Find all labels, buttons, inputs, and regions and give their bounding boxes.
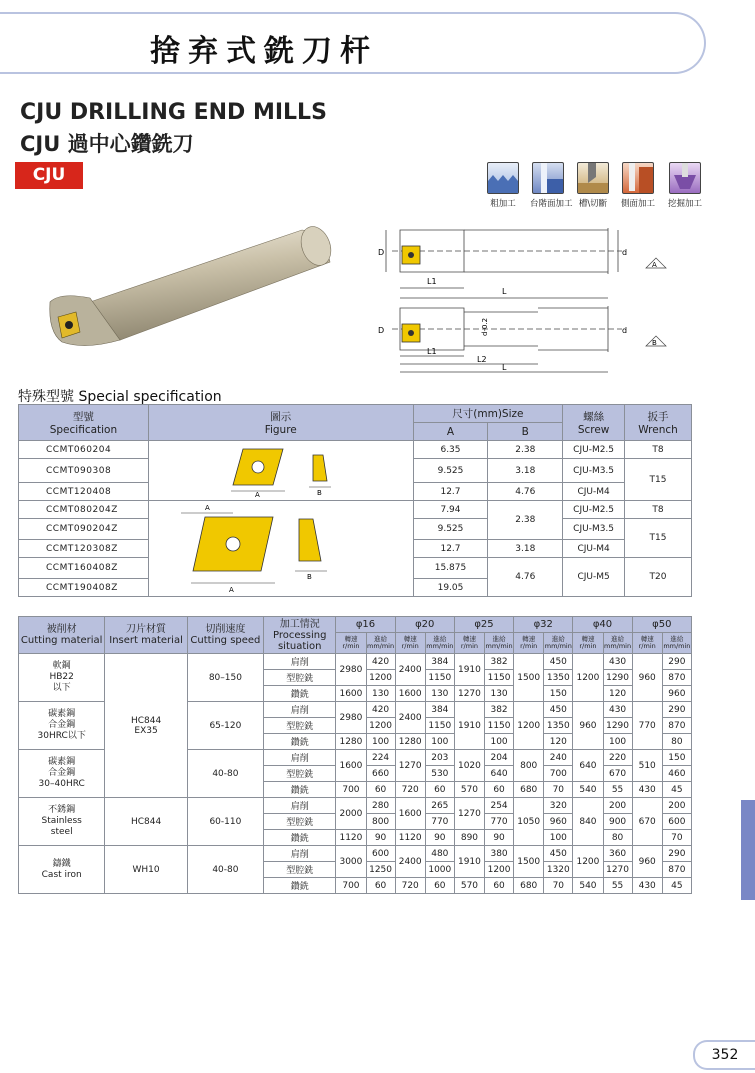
drawing-type-a bbox=[372, 222, 672, 304]
feed-cell: 150 bbox=[544, 686, 573, 702]
feed-cell: 290 bbox=[662, 702, 691, 718]
col-d25: φ25 bbox=[454, 617, 513, 633]
rpm-cell: 1200 bbox=[573, 654, 603, 702]
feed-cell: 1200 bbox=[366, 718, 395, 734]
rpm-cell: 1600 bbox=[336, 750, 366, 782]
feed-cell: 460 bbox=[662, 766, 691, 782]
rpm-cell: 770 bbox=[632, 702, 662, 750]
feed-cell: 430 bbox=[603, 702, 632, 718]
feed-cell: 600 bbox=[366, 846, 395, 862]
table-row bbox=[19, 846, 692, 862]
process-cell: 型腔銑 bbox=[264, 670, 336, 686]
col-spec: 型號 Specification bbox=[19, 405, 149, 441]
col-insert: 刀片材質 Insert material bbox=[105, 617, 187, 654]
feed-cell: 1150 bbox=[485, 670, 514, 686]
rpm-cell: 720 bbox=[395, 782, 425, 798]
feed-cell: 90 bbox=[366, 830, 395, 846]
rpm-cell: 1600 bbox=[395, 798, 425, 830]
feed-cell: 1270 bbox=[603, 862, 632, 878]
feed-cell: 1150 bbox=[425, 670, 454, 686]
feed-cell: 670 bbox=[603, 766, 632, 782]
svg-text:B: B bbox=[306, 573, 312, 581]
col-feed: 進給 mm/min bbox=[662, 633, 691, 654]
feed-cell: 80 bbox=[662, 734, 691, 750]
dim-d-b: d bbox=[622, 326, 628, 335]
svg-text:A: A bbox=[204, 504, 210, 512]
feed-cell: 450 bbox=[544, 702, 573, 718]
series-badge: CJU bbox=[15, 162, 83, 189]
rpm-cell: 700 bbox=[336, 782, 366, 798]
col-rpm: 轉速 r/min bbox=[514, 633, 544, 654]
rpm-cell: 1050 bbox=[514, 798, 544, 846]
col-a: A bbox=[413, 423, 488, 441]
process-cell: 鑽銑 bbox=[264, 878, 336, 894]
svg-text:B: B bbox=[316, 489, 322, 497]
step-face-icon bbox=[532, 162, 564, 194]
table-row: CCMT080204Z A B A 7.94 2.38 CJU-M2.5 T8 bbox=[19, 501, 692, 519]
insert-figure-2 bbox=[148, 501, 413, 597]
rpm-cell: 510 bbox=[632, 750, 662, 782]
feed-cell: 60 bbox=[425, 782, 454, 798]
process-cell: 鑽銑 bbox=[264, 830, 336, 846]
feed-cell: 100 bbox=[603, 734, 632, 750]
feed-cell: 640 bbox=[485, 766, 514, 782]
dim-L-b: L bbox=[502, 363, 507, 372]
feed-cell: 90 bbox=[425, 830, 454, 846]
insert-figure-1 bbox=[148, 441, 413, 501]
heading-zh: CJU 過中心鑽銑刀 bbox=[20, 132, 194, 156]
feed-cell: 1200 bbox=[366, 670, 395, 686]
table-row: CCMT120408 12.7 4.76 CJU-M4 bbox=[19, 483, 692, 501]
drawing-type-b bbox=[372, 300, 672, 378]
feed-cell: 660 bbox=[366, 766, 395, 782]
col-size: 尺寸(mm)Size bbox=[413, 405, 563, 423]
rpm-cell: 1280 bbox=[395, 734, 425, 750]
col-feed: 進給 mm/min bbox=[366, 633, 395, 654]
process-cell: 肩削 bbox=[264, 750, 336, 766]
feed-cell: 290 bbox=[662, 654, 691, 670]
feed-cell: 1000 bbox=[425, 862, 454, 878]
feed-cell: 870 bbox=[662, 670, 691, 686]
table-row: CCMT090204Z 9.525 CJU-M3.5 T15 bbox=[19, 519, 692, 540]
feed-cell: 430 bbox=[603, 654, 632, 670]
feed-cell: 420 bbox=[366, 702, 395, 718]
op-step: 台階面加工 bbox=[530, 162, 566, 209]
rpm-cell: 540 bbox=[573, 782, 603, 798]
process-cell: 鑽銑 bbox=[264, 734, 336, 750]
feed-cell: 55 bbox=[603, 878, 632, 894]
rpm-cell: 1500 bbox=[514, 846, 544, 878]
page-title: 捨弃式銑刀杆 bbox=[150, 34, 378, 69]
feed-cell: 1350 bbox=[544, 670, 573, 686]
rpm-cell: 720 bbox=[395, 878, 425, 894]
feed-cell: 200 bbox=[662, 798, 691, 814]
rpm-cell: 800 bbox=[514, 750, 544, 782]
rpm-cell: 1200 bbox=[573, 846, 603, 878]
feed-cell: 55 bbox=[603, 782, 632, 798]
insert-cell: HC844 EX35 bbox=[105, 654, 187, 798]
feed-cell: 150 bbox=[662, 750, 691, 766]
rpm-cell: 2980 bbox=[336, 702, 366, 734]
table-row bbox=[19, 654, 692, 670]
rpm-cell: 1910 bbox=[454, 702, 484, 750]
feed-cell: 870 bbox=[662, 862, 691, 878]
col-speed: 切削速度 Cutting speed bbox=[187, 617, 263, 654]
col-d50: φ50 bbox=[632, 617, 691, 633]
rpm-cell: 1910 bbox=[454, 654, 484, 686]
material-cell: 不銹鋼 Stainless steel bbox=[19, 798, 105, 846]
op-pocket: 挖掘加工 bbox=[667, 162, 703, 209]
type-label-b: B bbox=[652, 339, 657, 347]
feed-cell: 254 bbox=[485, 798, 514, 814]
feed-cell: 60 bbox=[366, 782, 395, 798]
rpm-cell: 1500 bbox=[514, 654, 544, 702]
feed-cell: 450 bbox=[544, 654, 573, 670]
feed-cell: 700 bbox=[544, 766, 573, 782]
feed-cell: 265 bbox=[425, 798, 454, 814]
feed-cell: 770 bbox=[425, 814, 454, 830]
feed-cell: 45 bbox=[662, 782, 691, 798]
feed-cell: 130 bbox=[425, 686, 454, 702]
feed-cell: 280 bbox=[366, 798, 395, 814]
rpm-cell: 2980 bbox=[336, 654, 366, 686]
col-d20: φ20 bbox=[395, 617, 454, 633]
side-milling-icon bbox=[622, 162, 654, 194]
material-cell: 碳素鋼 合金鋼 30–40HRC bbox=[19, 750, 105, 798]
cutting-conditions-table bbox=[18, 616, 692, 894]
feed-cell: 1250 bbox=[366, 862, 395, 878]
feed-cell: 530 bbox=[425, 766, 454, 782]
feed-cell: 70 bbox=[662, 830, 691, 846]
table-row bbox=[19, 798, 692, 814]
rpm-cell: 960 bbox=[632, 654, 662, 702]
feed-cell: 382 bbox=[485, 702, 514, 718]
feed-cell: 100 bbox=[425, 734, 454, 750]
feed-cell: 900 bbox=[603, 814, 632, 830]
dim-D: D bbox=[378, 248, 385, 257]
col-material: 被削材 Cutting material bbox=[19, 617, 105, 654]
dim-d-minus: d-0.2 bbox=[481, 317, 489, 336]
col-rpm: 轉速 r/min bbox=[454, 633, 484, 654]
feed-cell: 80 bbox=[603, 830, 632, 846]
col-rpm: 轉速 r/min bbox=[632, 633, 662, 654]
feed-cell: 120 bbox=[544, 734, 573, 750]
feed-cell: 60 bbox=[485, 782, 514, 798]
rpm-cell: 1600 bbox=[395, 686, 425, 702]
feed-cell: 1350 bbox=[544, 718, 573, 734]
feed-cell: 130 bbox=[485, 686, 514, 702]
feed-cell: 203 bbox=[425, 750, 454, 766]
feed-cell: 770 bbox=[485, 814, 514, 830]
rpm-cell: 960 bbox=[573, 702, 603, 750]
speed-cell: 40-80 bbox=[187, 750, 263, 798]
heading-en: CJU DRILLING END MILLS bbox=[20, 100, 327, 125]
rpm-cell: 430 bbox=[632, 782, 662, 798]
table-row: CCMT060204 A B 6.35 2.38 CJU-M2.5 T8 bbox=[19, 441, 692, 459]
process-cell: 肩削 bbox=[264, 654, 336, 670]
feed-cell: 130 bbox=[366, 686, 395, 702]
speed-cell: 60-110 bbox=[187, 798, 263, 846]
feed-cell: 420 bbox=[366, 654, 395, 670]
table-row: CCMT090308 9.525 3.18 CJU-M3.5 T15 bbox=[19, 459, 692, 483]
dim-L1: L1 bbox=[427, 277, 437, 286]
col-screw: 螺絲 Screw bbox=[563, 405, 625, 441]
rpm-cell: 1120 bbox=[336, 830, 366, 846]
rpm-cell: 2400 bbox=[395, 702, 425, 734]
dim-L: L bbox=[502, 287, 507, 296]
material-cell: 軟鋼 HB22 以下 bbox=[19, 654, 105, 702]
op-rough: 粗加工 bbox=[485, 162, 521, 209]
pocketing-icon bbox=[669, 162, 701, 194]
rpm-cell: 640 bbox=[573, 750, 603, 782]
feed-cell: 1290 bbox=[603, 718, 632, 734]
op-groove: 槽\切斷 bbox=[575, 162, 611, 209]
rpm-cell: 1270 bbox=[395, 750, 425, 782]
rpm-cell: 680 bbox=[514, 878, 544, 894]
col-rpm: 轉速 r/min bbox=[573, 633, 603, 654]
feed-cell: 450 bbox=[544, 846, 573, 862]
feed-cell: 60 bbox=[366, 878, 395, 894]
tool-photo bbox=[40, 222, 340, 372]
dim-L2: L2 bbox=[477, 355, 487, 364]
special-spec-title: 特殊型號 Special specification bbox=[18, 389, 222, 405]
insert-cell: HC844 bbox=[105, 798, 187, 846]
rough-machining-icon bbox=[487, 162, 519, 194]
feed-cell: 384 bbox=[425, 702, 454, 718]
feed-cell: 600 bbox=[662, 814, 691, 830]
feed-cell: 90 bbox=[485, 830, 514, 846]
feed-cell: 1200 bbox=[485, 862, 514, 878]
rpm-cell: 680 bbox=[514, 782, 544, 798]
rpm-cell: 570 bbox=[454, 782, 484, 798]
op-side: 側面加工 bbox=[620, 162, 656, 209]
feed-cell: 240 bbox=[544, 750, 573, 766]
process-cell: 鑽銑 bbox=[264, 686, 336, 702]
speed-cell: 65-120 bbox=[187, 702, 263, 750]
feed-cell: 204 bbox=[485, 750, 514, 766]
feed-cell: 360 bbox=[603, 846, 632, 862]
svg-text:A: A bbox=[254, 491, 260, 497]
col-feed: 進給 mm/min bbox=[603, 633, 632, 654]
special-spec-table bbox=[18, 404, 692, 597]
rpm-cell: 1270 bbox=[454, 798, 484, 830]
rpm-cell: 1020 bbox=[454, 750, 484, 782]
process-cell: 肩削 bbox=[264, 798, 336, 814]
rpm-cell: 2000 bbox=[336, 798, 366, 830]
grooving-icon bbox=[577, 162, 609, 194]
feed-cell: 382 bbox=[485, 654, 514, 670]
feed-cell: 480 bbox=[425, 846, 454, 862]
table-row: CCMT190408Z 19.05 bbox=[19, 579, 692, 597]
feed-cell: 200 bbox=[603, 798, 632, 814]
material-cell: 碳素鋼 合金鋼 30HRC以下 bbox=[19, 702, 105, 750]
rpm-cell: 670 bbox=[632, 798, 662, 846]
col-wrench: 扳手 Wrench bbox=[625, 405, 692, 441]
process-cell: 型腔銑 bbox=[264, 718, 336, 734]
feed-cell: 1290 bbox=[603, 670, 632, 686]
rpm-cell: 570 bbox=[454, 878, 484, 894]
feed-cell: 70 bbox=[544, 878, 573, 894]
feed-cell: 60 bbox=[485, 878, 514, 894]
feed-cell: 120 bbox=[603, 686, 632, 702]
process-cell: 鑽銑 bbox=[264, 782, 336, 798]
feed-cell: 380 bbox=[485, 846, 514, 862]
feed-cell: 290 bbox=[662, 846, 691, 862]
page-number: 352 bbox=[693, 1040, 755, 1070]
col-feed: 進給 mm/min bbox=[425, 633, 454, 654]
process-cell: 肩削 bbox=[264, 846, 336, 862]
rpm-cell: 1200 bbox=[514, 702, 544, 750]
dim-D-b: D bbox=[378, 326, 385, 335]
feed-cell: 1150 bbox=[425, 718, 454, 734]
feed-cell: 70 bbox=[544, 782, 573, 798]
svg-text:A: A bbox=[228, 586, 234, 593]
insert-cell: WH10 bbox=[105, 846, 187, 894]
feed-cell: 60 bbox=[425, 878, 454, 894]
feed-cell: 800 bbox=[366, 814, 395, 830]
rpm-cell: 700 bbox=[336, 878, 366, 894]
col-b: B bbox=[488, 423, 563, 441]
process-cell: 型腔銑 bbox=[264, 814, 336, 830]
material-cell: 鑄鐵 Cast iron bbox=[19, 846, 105, 894]
feed-cell: 870 bbox=[662, 718, 691, 734]
rpm-cell: 430 bbox=[632, 878, 662, 894]
side-index-tab bbox=[741, 800, 755, 900]
rpm-cell: 960 bbox=[632, 846, 662, 878]
col-d40: φ40 bbox=[573, 617, 632, 633]
rpm-cell: 2400 bbox=[395, 846, 425, 878]
col-figure: 圖示 Figure bbox=[148, 405, 413, 441]
col-d16: φ16 bbox=[336, 617, 395, 633]
dim-L1-b: L1 bbox=[427, 347, 437, 356]
feed-cell: 960 bbox=[544, 814, 573, 830]
rpm-cell: 1120 bbox=[395, 830, 425, 846]
feed-cell: 384 bbox=[425, 654, 454, 670]
process-cell: 肩削 bbox=[264, 702, 336, 718]
col-feed: 進給 mm/min bbox=[544, 633, 573, 654]
table-row: CCMT120308Z 12.7 3.18 CJU-M4 bbox=[19, 540, 692, 558]
col-d32: φ32 bbox=[514, 617, 573, 633]
rpm-cell: 2400 bbox=[395, 654, 425, 686]
rpm-cell: 1600 bbox=[336, 686, 366, 702]
rpm-cell: 1280 bbox=[336, 734, 366, 750]
feed-cell: 1150 bbox=[485, 718, 514, 734]
feed-cell: 100 bbox=[366, 734, 395, 750]
col-rpm: 轉速 r/min bbox=[336, 633, 366, 654]
col-feed: 進給 mm/min bbox=[485, 633, 514, 654]
speed-cell: 80–150 bbox=[187, 654, 263, 702]
feed-cell: 320 bbox=[544, 798, 573, 814]
type-label-a: A bbox=[652, 261, 657, 269]
feed-cell: 100 bbox=[485, 734, 514, 750]
feed-cell: 100 bbox=[544, 830, 573, 846]
table-row: CCMT160408Z 15.875 4.76 CJU-M5 T20 bbox=[19, 558, 692, 579]
process-cell: 型腔銑 bbox=[264, 862, 336, 878]
feed-cell: 220 bbox=[603, 750, 632, 766]
rpm-cell: 1910 bbox=[454, 846, 484, 878]
rpm-cell: 1270 bbox=[454, 686, 484, 702]
feed-cell: 45 bbox=[662, 878, 691, 894]
speed-cell: 40-80 bbox=[187, 846, 263, 894]
process-cell: 型腔銑 bbox=[264, 766, 336, 782]
feed-cell: 224 bbox=[366, 750, 395, 766]
rpm-cell: 840 bbox=[573, 798, 603, 846]
col-process: 加工情況 Processing situation bbox=[264, 617, 336, 654]
rpm-cell: 890 bbox=[454, 830, 484, 846]
feed-cell: 960 bbox=[662, 686, 691, 702]
feed-cell: 1320 bbox=[544, 862, 573, 878]
col-rpm: 轉速 r/min bbox=[395, 633, 425, 654]
dim-d: d bbox=[622, 248, 628, 257]
rpm-cell: 3000 bbox=[336, 846, 366, 878]
rpm-cell: 540 bbox=[573, 878, 603, 894]
